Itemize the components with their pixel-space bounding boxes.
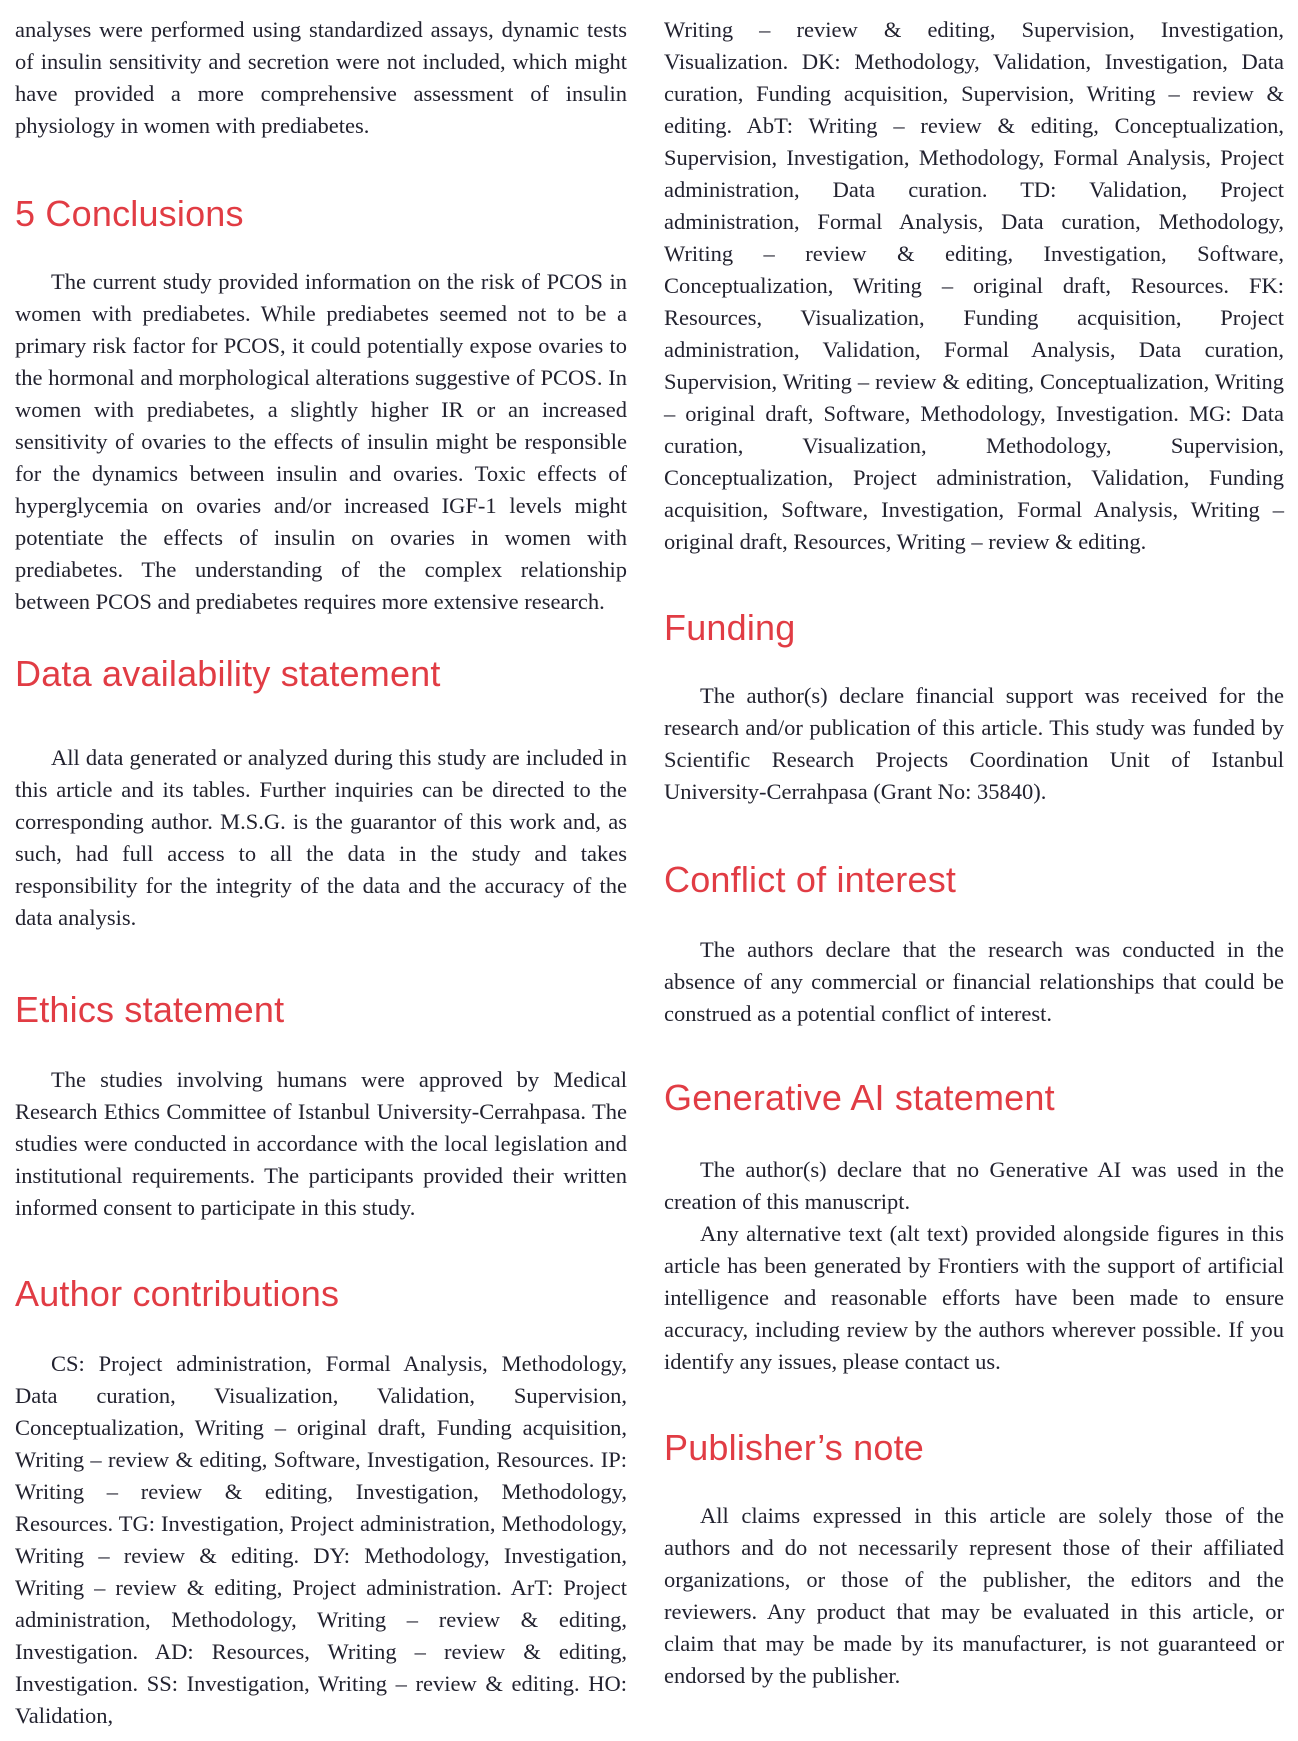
section-heading-author-contributions: Author contributions <box>15 1273 340 1314</box>
publishers-note-paragraph: All claims expressed in this article are solely those of the authors and do not necessarily represent those of their affiliated organizations, or those of the publisher, the editors and the reviewers. Any product that may be evaluated in this article, or claim that may be made by its manufacturer, is not guaranteed or endorsed by the publisher. <box>664 1503 1284 1688</box>
conflict-of-interest-paragraph: The authors declare that the research was conducted in the absence of any commercial or financial relationships that could be construed as a potential conflict of interest. <box>664 937 1284 1026</box>
data-availability-paragraph: All data generated or analyzed during this study are included in this article and its tables. Further inquiries can be directed to the corresponding author. M.S.G. is the guarantor of this work and, as such, had full access to all the data in the study and takes responsibility for the integrity of the data and the accuracy of the data analysis. <box>15 745 627 930</box>
conclusions-paragraph: The current study provided information on the risk of PCOS in women with prediabetes. While prediabetes seemed not to be a primary risk factor for PCOS, it could potentially expose ovaries to the hormonal and morphological alterations suggestive of PCOS. In women with prediabetes, a slightly higher IR or an increased sensitivity of ovaries to the effects of insulin might be responsible for the dynamics between insulin and ovaries. Toxic effects of hyperglycemia on ovaries and/or increased IGF-1 levels might potentiate the effects of insulin on ovaries in women with prediabetes. The understanding of the complex relationship between PCOS and prediabetes requires more extensive research. <box>15 269 627 614</box>
generative-ai-paragraph-1: The author(s) declare that no Generative AI was used in the creation of this manuscript. <box>664 1157 1284 1214</box>
section-heading-ethics: Ethics statement <box>15 989 285 1030</box>
section-heading-funding: Funding <box>664 607 796 648</box>
author-contributions-continued-paragraph: Writing – review & editing, Supervision, Investigation, Visualization. DK: Methodology, Validation, Investigation, Data curation, Funding acquisition, Supervision, Writing – review & editing. AbT: Writing – review & editing, Conceptualization, Supervision, Investigation, Methodology, Formal Analysis, Project administration, Data curation. TD: Validation, Project administration, Formal Analysis, Data curation, Methodology, Writing – review & editing, Investigation, Software, Conceptualization, Writing – original draft, Resources. FK: Resources, Visualization, Funding acquisition, Project administration, Validation, Formal Analysis, Data curation, Supervision, Writing – review & editing, Conceptualization, Writing – original draft, Software, Methodology, Investigation. MG: Data curation, Visualization, Methodology, Supervision, Conceptualization, Project administration, Validation, Funding acquisition, Software, Investigation, Formal Analysis, Writing – original draft, Resources, Writing – review & editing. <box>664 17 1284 554</box>
author-contributions-paragraph: CS: Project administration, Formal Analysis, Methodology, Data curation, Visualization, Validation, Supervision, Conceptualization, Writing – original draft, Funding acquisition, Writing – review & editing, Software, Investigation, Resources. IP: Writing – review & editing, Investigation, Methodology, Resources. TG: Investigation, Project administration, Methodology, Writing – review & editing. DY: Methodology, Investigation, Writing – review & editing, Project administration. ArT: Project administration, Methodology, Writing – review & editing, Investigation. AD: Resources, Writing – review & editing, Investigation. SS: Investigation, Writing – review & editing. HO: Validation, <box>15 1351 627 1728</box>
left-column <box>15 0 627 1741</box>
limitations-continuation-paragraph: analyses were performed using standardized assays, dynamic tests of insulin sensitivity and secretion were not included, which might have provided a more comprehensive assessment of insulin physiology in women with prediabetes. <box>15 17 627 138</box>
ethics-paragraph: The studies involving humans were approved by Medical Research Ethics Committee of Istanbul University-Cerrahpasa. The studies were conducted in accordance with the local legislation and institutional requirements. The participants provided their written informed consent to participate in this study. <box>15 1067 627 1220</box>
section-heading-data-availability: Data availability statement <box>15 653 441 694</box>
section-heading-generative-ai: Generative AI statement <box>664 1077 1055 1118</box>
section-heading-conflict-of-interest: Conflict of interest <box>664 859 957 900</box>
section-heading-publishers-note: Publisher’s note <box>664 1427 925 1468</box>
right-column <box>664 0 1284 1741</box>
section-heading-conclusions: 5 Conclusions <box>15 193 244 234</box>
funding-paragraph: The author(s) declare financial support was received for the research and/or publication of this article. This study was funded by Scientific Research Projects Coordination Unit of Istanbul University-Cerrahpasa (Grant No: 35840). <box>664 683 1284 804</box>
generative-ai-paragraph-2: Any alternative text (alt text) provided alongside figures in this article has been generated by Frontiers with the support of artificial intelligence and reasonable efforts have been made to ensure accuracy, including review by the authors wherever possible. If you identify any issues, please contact us. <box>664 1221 1284 1374</box>
